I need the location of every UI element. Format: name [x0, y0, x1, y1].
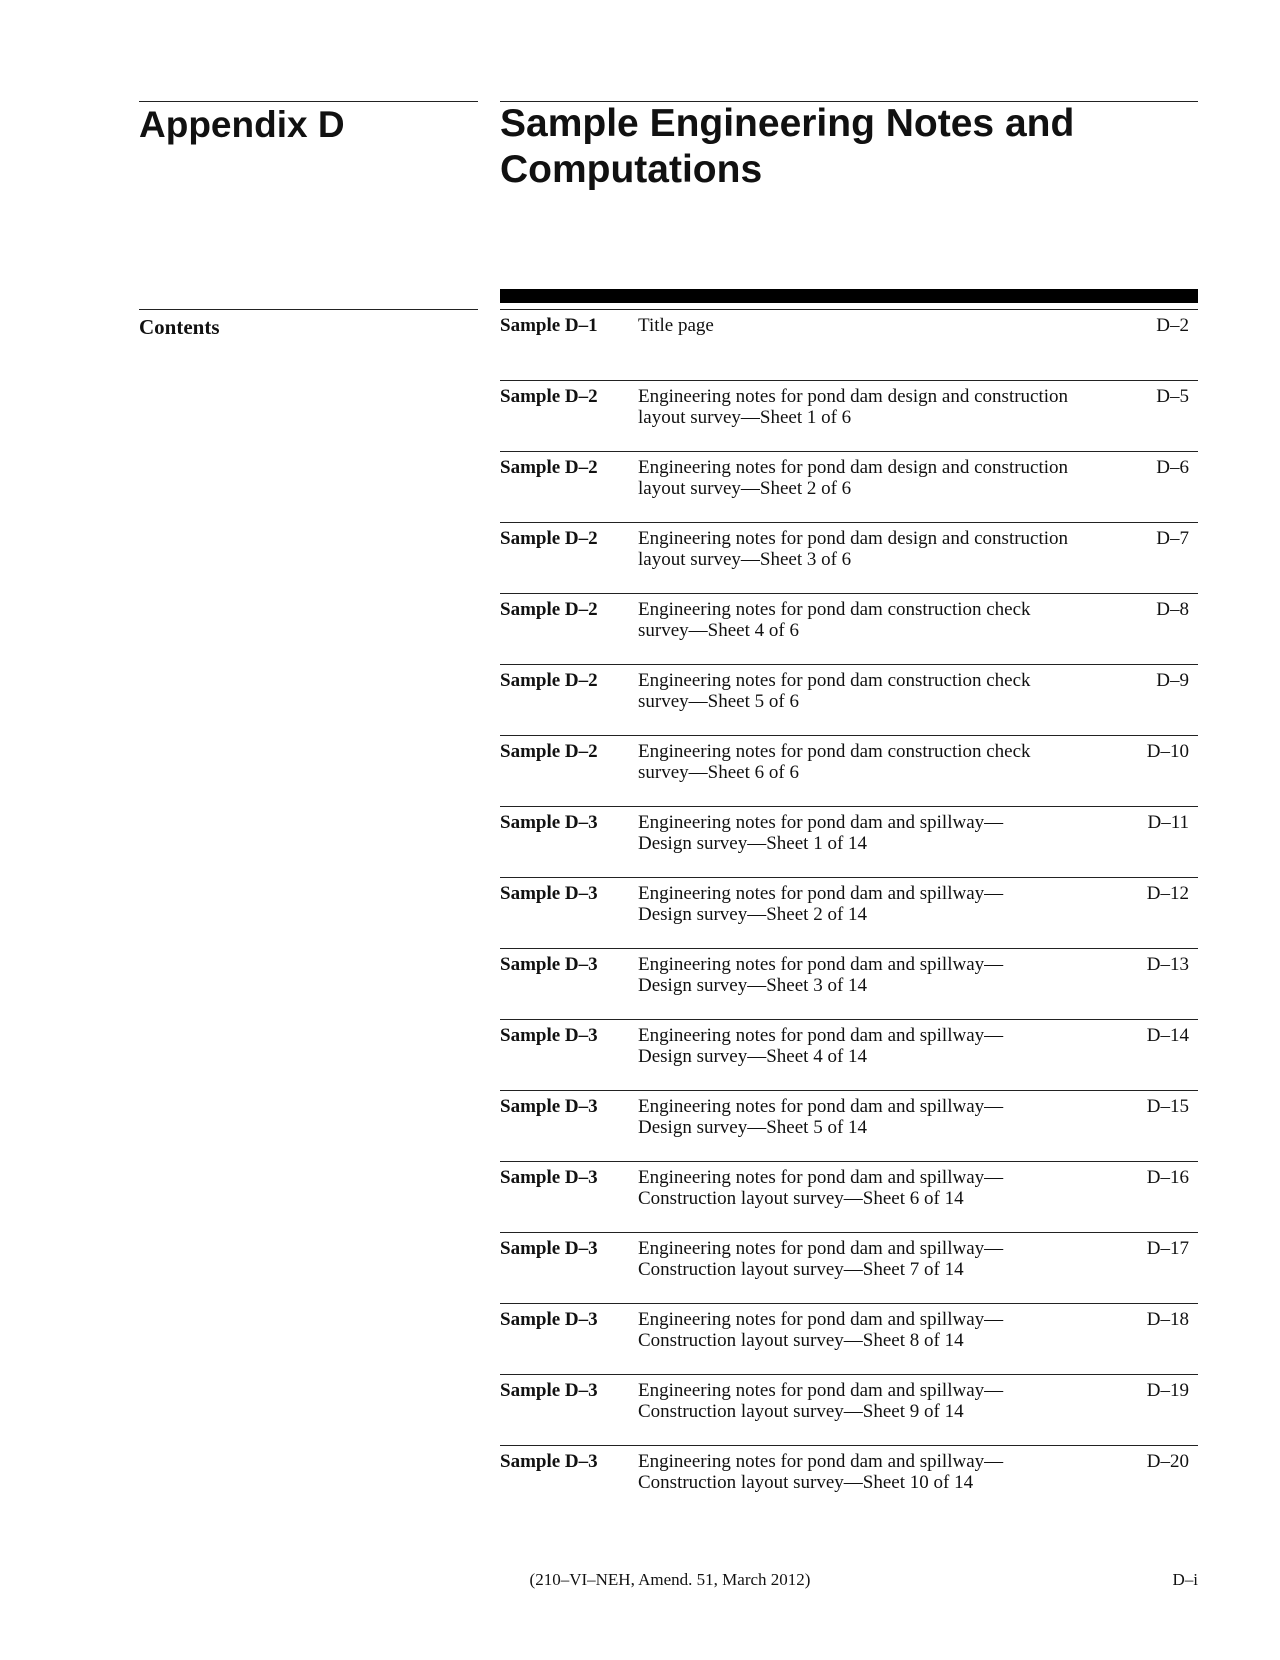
- footer-citation: (210–VI–NEH, Amend. 51, March 2012): [529, 1570, 811, 1589]
- appendix-label: Appendix D: [139, 104, 345, 145]
- toc-row: [500, 380, 1198, 451]
- toc-description: Title page: [638, 315, 714, 336]
- toc-description: Engineering notes for pond dam construction check survey—Sheet 4 of 6: [638, 599, 1031, 641]
- toc-row: [500, 1019, 1198, 1090]
- toc-row: [500, 877, 1198, 948]
- toc-page-number: D–2: [1156, 315, 1189, 336]
- toc-sample-label: Sample D–3: [500, 1451, 598, 1472]
- footer-page-number: D–i: [1172, 1570, 1198, 1589]
- toc-row: [500, 806, 1198, 877]
- toc-page-number: D–7: [1156, 528, 1189, 549]
- toc-row: [500, 1303, 1198, 1374]
- toc-row: [500, 1161, 1198, 1232]
- toc-row: [500, 522, 1198, 593]
- toc-row: [500, 593, 1198, 664]
- toc-page-number: D–12: [1146, 883, 1189, 904]
- toc-page-number: D–15: [1146, 1096, 1189, 1117]
- toc-page-number: D–11: [1147, 812, 1189, 833]
- toc-sample-label: Sample D–1: [500, 315, 598, 336]
- toc-sample-label: Sample D–3: [500, 1238, 598, 1259]
- toc-sample-label: Sample D–2: [500, 599, 598, 620]
- page-title: Sample Engineering Notes and Computations: [500, 102, 1075, 191]
- table-of-contents: [500, 309, 1198, 1516]
- toc-row: [500, 948, 1198, 1019]
- toc-row: [500, 309, 1198, 380]
- toc-description: Engineering notes for pond dam and spillway— Design survey—Sheet 5 of 14: [638, 1096, 1004, 1138]
- toc-description: Engineering notes for pond dam and spillway— Construction layout survey—Sheet 6 of 14: [638, 1167, 1004, 1209]
- toc-sample-label: Sample D–3: [500, 1025, 598, 1046]
- toc-sample-label: Sample D–2: [500, 457, 598, 478]
- toc-description: Engineering notes for pond dam and spillway— Design survey—Sheet 1 of 14: [638, 812, 1004, 854]
- toc-sample-label: Sample D–3: [500, 1167, 598, 1188]
- toc-row: [500, 451, 1198, 522]
- toc-sample-label: Sample D–3: [500, 1380, 598, 1401]
- toc-sample-label: Sample D–2: [500, 386, 598, 407]
- toc-description: Engineering notes for pond dam design and construction layout survey—Sheet 1 of 6: [638, 386, 1069, 428]
- toc-page-number: D–9: [1156, 670, 1189, 691]
- toc-description: Engineering notes for pond dam and spillway— Design survey—Sheet 2 of 14: [638, 883, 1004, 925]
- toc-page-number: D–5: [1156, 386, 1189, 407]
- toc-sample-label: Sample D–2: [500, 528, 598, 549]
- section-divider-bar: [500, 289, 1198, 303]
- toc-page-number: D–16: [1146, 1167, 1189, 1188]
- toc-description: Engineering notes for pond dam and spillway— Construction layout survey—Sheet 7 of 14: [638, 1238, 1004, 1280]
- toc-sample-label: Sample D–3: [500, 812, 598, 833]
- toc-description: Engineering notes for pond dam design and construction layout survey—Sheet 3 of 6: [638, 528, 1069, 570]
- toc-sample-label: Sample D–3: [500, 1096, 598, 1117]
- toc-row: [500, 664, 1198, 735]
- toc-page-number: D–14: [1146, 1025, 1189, 1046]
- toc-row: [500, 735, 1198, 806]
- toc-sample-label: Sample D–2: [500, 741, 598, 762]
- toc-sample-label: Sample D–3: [500, 883, 598, 904]
- toc-description: Engineering notes for pond dam and spillway— Design survey—Sheet 3 of 14: [638, 954, 1004, 996]
- toc-description: Engineering notes for pond dam construction check survey—Sheet 5 of 6: [638, 670, 1031, 712]
- toc-sample-label: Sample D–2: [500, 670, 598, 691]
- toc-description: Engineering notes for pond dam and spillway— Construction layout survey—Sheet 9 of 14: [638, 1380, 1004, 1422]
- toc-sample-label: Sample D–3: [500, 1309, 598, 1330]
- toc-page-number: D–20: [1146, 1451, 1189, 1472]
- toc-description: Engineering notes for pond dam and spillway— Construction layout survey—Sheet 10 of 14: [638, 1451, 1004, 1493]
- toc-page-number: D–10: [1146, 741, 1189, 762]
- toc-row: [500, 1445, 1198, 1516]
- toc-page-number: D–6: [1156, 457, 1189, 478]
- toc-description: Engineering notes for pond dam design and construction layout survey—Sheet 2 of 6: [638, 457, 1069, 499]
- toc-page-number: D–13: [1146, 954, 1189, 975]
- toc-page-number: D–17: [1146, 1238, 1189, 1259]
- toc-row: [500, 1090, 1198, 1161]
- toc-description: Engineering notes for pond dam construction check survey—Sheet 6 of 6: [638, 741, 1031, 783]
- contents-rule: [139, 309, 478, 310]
- toc-row: [500, 1374, 1198, 1445]
- toc-description: Engineering notes for pond dam and spillway— Construction layout survey—Sheet 8 of 14: [638, 1309, 1004, 1351]
- toc-page-number: D–18: [1146, 1309, 1189, 1330]
- toc-row: [500, 1232, 1198, 1303]
- toc-description: Engineering notes for pond dam and spillway— Design survey—Sheet 4 of 14: [638, 1025, 1004, 1067]
- toc-page-number: D–19: [1146, 1380, 1189, 1401]
- toc-page-number: D–8: [1156, 599, 1189, 620]
- contents-label: Contents: [139, 315, 220, 339]
- toc-sample-label: Sample D–3: [500, 954, 598, 975]
